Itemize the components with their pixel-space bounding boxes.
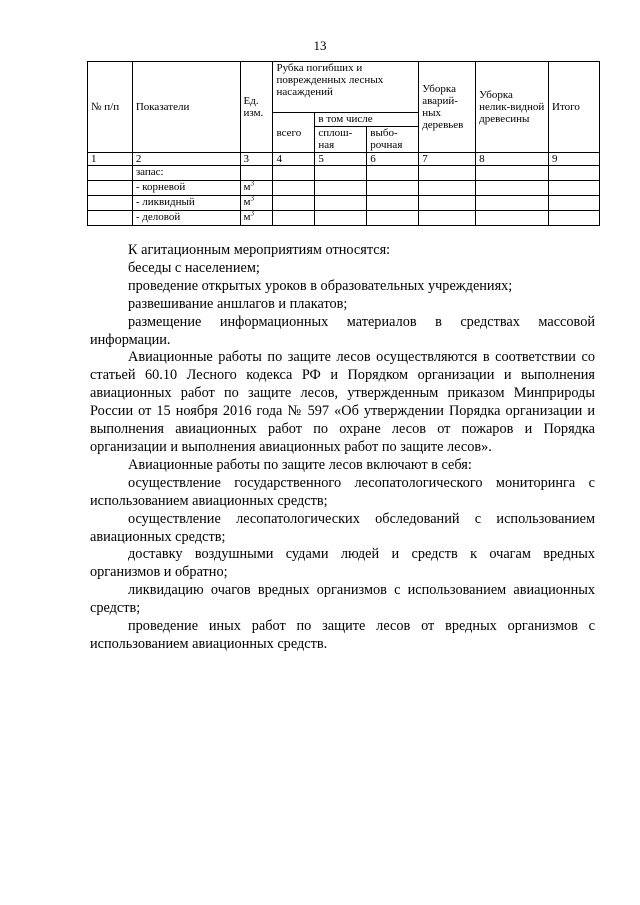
forest-works-table	[87, 61, 600, 226]
paragraph: размещение информационных материалов в средствах массовой информации.	[90, 313, 595, 348]
paragraph: проведение иных работ по защите лесов от вредных организмов с использованием авиационных средств.	[90, 618, 595, 652]
paragraph: Авиационные работы по защите лесов включают в себя:	[128, 456, 472, 473]
page-number: 13	[313, 38, 327, 53]
col-number: 7	[419, 153, 476, 166]
row-label: - деловой	[132, 211, 240, 226]
header-selective: выбо-рочная	[367, 127, 419, 153]
col-number: 2	[132, 153, 240, 166]
table-row	[88, 211, 600, 226]
header-indicators: Показатели	[132, 62, 240, 153]
row-label: - корневой	[132, 181, 240, 196]
paragraph: К агитационным мероприятиям относятся:	[128, 242, 391, 258]
row-unit	[240, 166, 273, 181]
header-sum: Итого	[549, 62, 600, 153]
paragraph: осуществление лесопатологических обследований с использованием авиационных средств;	[90, 510, 595, 545]
header-total: всего	[273, 113, 315, 153]
header-felling-group: Рубка погибших и поврежденных лесных насаждений	[273, 62, 419, 113]
row-unit: $м^3$	[240, 196, 273, 211]
row-label: запас:	[132, 166, 240, 181]
row-unit: $м^3$	[240, 181, 273, 196]
paragraph: развешивание аншлагов и плакатов;	[128, 295, 348, 312]
header-illiquid: Уборка нелик-видной древесины	[476, 62, 549, 153]
table-row	[88, 196, 600, 211]
table-row	[88, 166, 600, 181]
paragraph: Авиационные работы по защите лесов осуществляются в соответствии со статьей 60.10 Лесного кодекса РФ и Порядком организации и выполнения авиационных работ по защите лесов, утвержденным приказом Минприроды России от 15 ноября 2016 года № 597 «Об утверждении Порядка организации и выполнения авиационных работ по охране лесов от пожаров и Порядка организации и выполнения авиационных работ по защите лесов».	[90, 349, 595, 455]
row-label: - ликвидный	[132, 196, 240, 211]
paragraph: доставку воздушными судами людей и средств к очагам вредных организмов и обратно;	[90, 546, 595, 581]
col-number: 1	[88, 153, 133, 166]
col-number: 9	[549, 153, 600, 166]
col-number: 4	[273, 153, 315, 166]
paragraph: ликвидацию очагов вредных организмов с использованием авиационных средств;	[90, 582, 595, 617]
paragraph: беседы с населением;	[128, 259, 260, 276]
col-number: 3	[240, 153, 273, 166]
header-unit: Ед. изм.	[240, 62, 273, 153]
header-including: в том числе	[315, 113, 419, 127]
table-row	[88, 181, 600, 196]
paragraph: проведение открытых уроков в образовательных учреждениях;	[128, 277, 513, 294]
paragraph: осуществление государственного лесопатологического мониторинга с использованием авиационных средств;	[90, 474, 595, 509]
column-numbers-row	[88, 153, 600, 166]
header-clear: сплош-ная	[315, 127, 367, 153]
row-unit: $м^3$	[240, 211, 273, 226]
col-number: 8	[476, 153, 549, 166]
header-emergency: Уборка аварий-ных деревьев	[419, 62, 476, 153]
col-number: 5	[315, 153, 367, 166]
body-text	[90, 242, 595, 654]
col-number: 6	[367, 153, 419, 166]
header-num: № п/п	[88, 62, 133, 153]
